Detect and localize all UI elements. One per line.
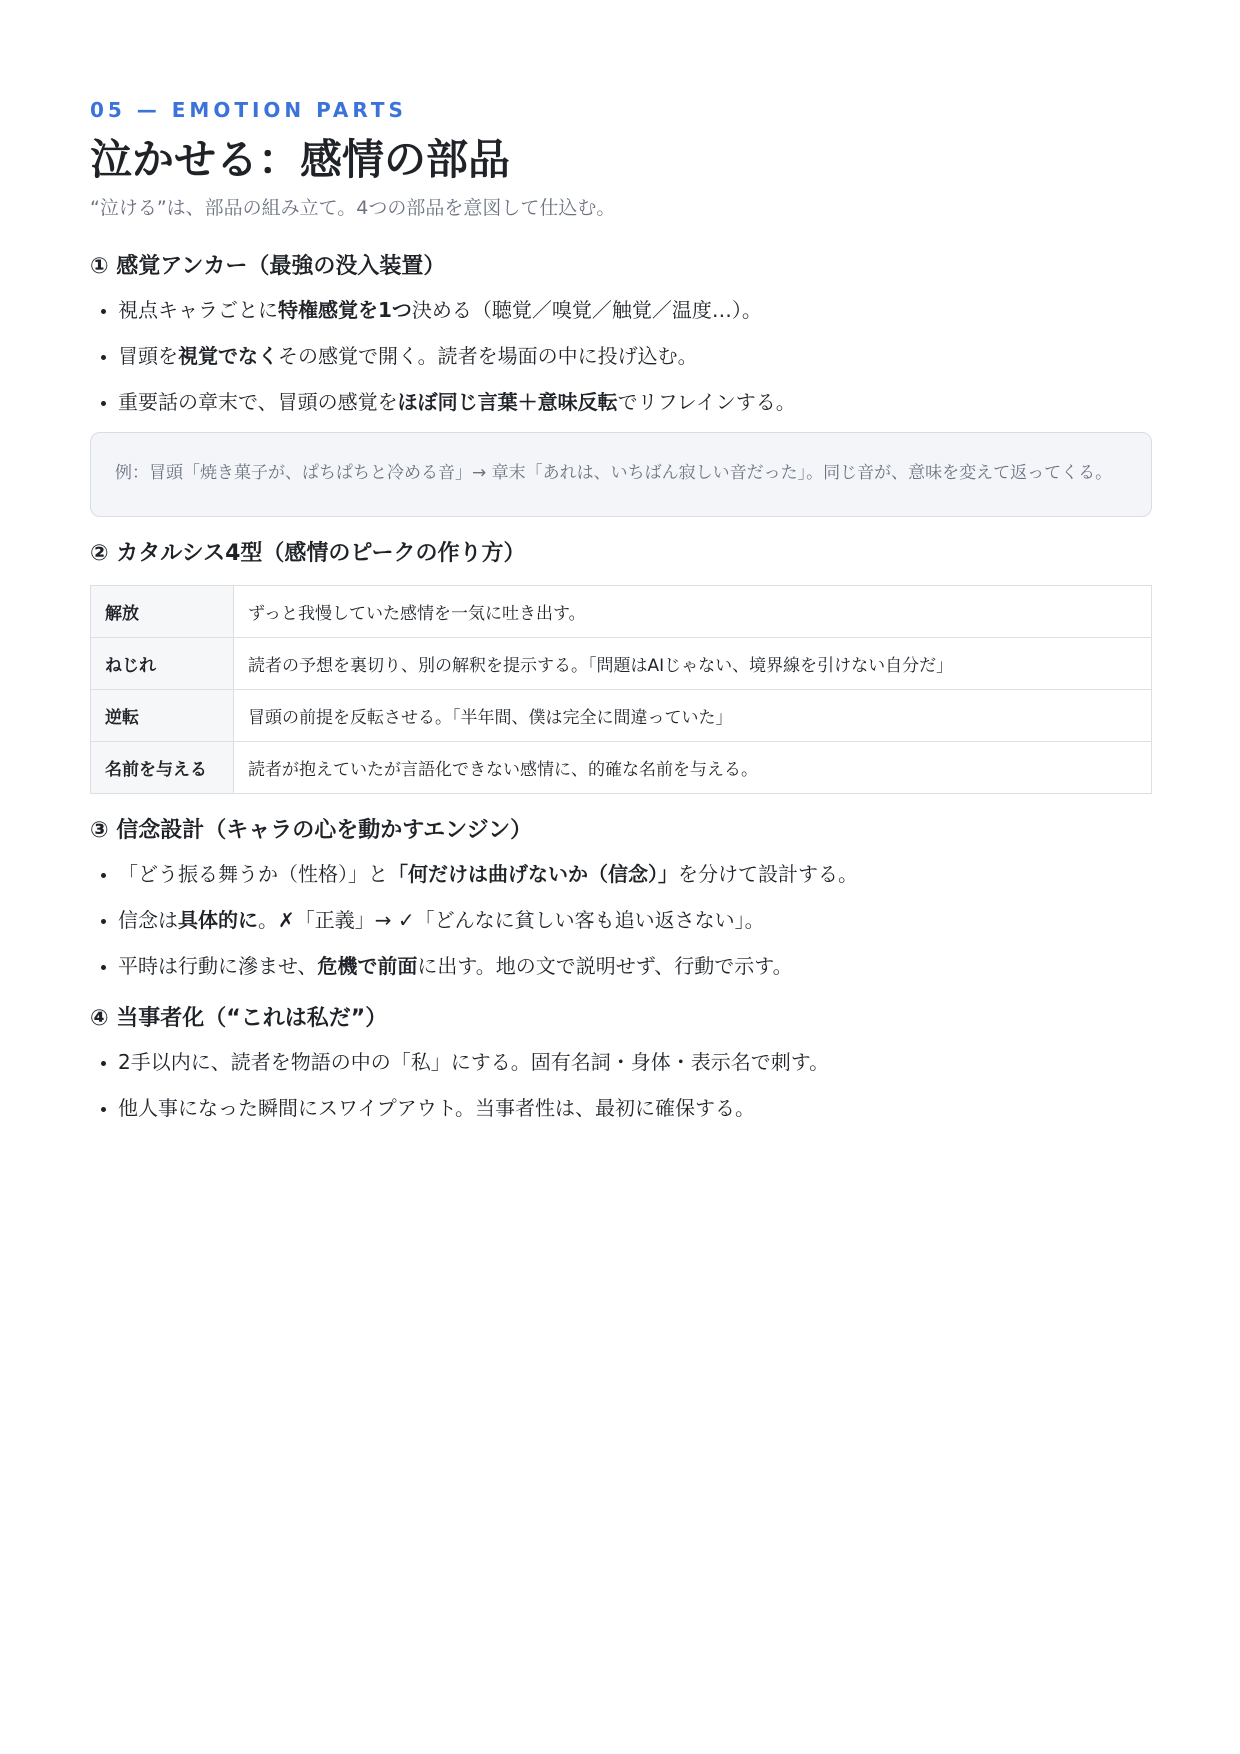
table-key-cell: ねじれ bbox=[91, 638, 234, 690]
text-run: 「正義」→ ✓「どんなに貧しい客も追い返さない」。 bbox=[294, 908, 765, 932]
list-item bbox=[118, 294, 1152, 326]
text-run: 2手以内に、読者を物語の中の「私」にする。固有名詞・身体・表示名で刺す。 bbox=[118, 1050, 830, 1074]
text-run: その感覚で開く。読者を場面の中に投げ込む。 bbox=[278, 344, 698, 368]
bold-run: 視覚でなく bbox=[178, 344, 278, 368]
bullet-list bbox=[90, 858, 1152, 982]
list-item bbox=[118, 340, 1152, 372]
example-callout: 例：冒頭「焼き菓子が、ぱちぱちと冷める音」→ 章末「あれは、いちばん寂しい音だった」。同じ音が、意味を変えて返ってくる。 bbox=[90, 432, 1152, 517]
text-run: でリフレインする。 bbox=[617, 390, 796, 414]
list-item bbox=[118, 386, 1152, 418]
section-ownership bbox=[90, 1004, 1152, 1124]
table-key-cell: 逆転 bbox=[91, 690, 234, 742]
document-page bbox=[90, 96, 1152, 1138]
catharsis-table bbox=[90, 585, 1152, 794]
section-sensory-anchor bbox=[90, 252, 1152, 517]
bullet-list bbox=[90, 294, 1152, 418]
bold-run: 「何だけは曲げないか（信念）」 bbox=[388, 862, 678, 886]
table-value-cell: 読者の予想を裏切り、別の解釈を提示する。「問題はAIじゃない、境界線を引けない自分だ」 bbox=[234, 638, 1152, 690]
text-run: 視点キャラごとに bbox=[118, 298, 278, 322]
table-row bbox=[91, 742, 1152, 794]
section-heading: ② カタルシス4型（感情のピークの作り方） bbox=[90, 541, 526, 566]
text-run: 重要話の章末で、冒頭の感覚を bbox=[118, 390, 398, 414]
list-item bbox=[118, 904, 1152, 936]
table-row bbox=[91, 586, 1152, 638]
table-value-cell: 読者が抱えていたが言語化できない感情に、的確な名前を与える。 bbox=[234, 742, 1152, 794]
cross-mark: ✗ bbox=[278, 908, 295, 932]
table-value-cell: ずっと我慢していた感情を一気に吐き出す。 bbox=[234, 586, 1152, 638]
section-belief-design bbox=[90, 816, 1152, 982]
bold-run: 特権感覚を1つ bbox=[278, 298, 412, 322]
table-key-cell: 解放 bbox=[91, 586, 234, 638]
list-item bbox=[118, 1046, 1152, 1078]
section-heading: ① 感覚アンカー（最強の没入装置） bbox=[90, 254, 446, 279]
section-heading: ④ 当事者化（“これは私だ”） bbox=[90, 1006, 388, 1031]
text-run: を分けて設計する。 bbox=[678, 862, 858, 886]
text-run: 平時は行動に滲ませ、 bbox=[118, 954, 318, 978]
bold-run: ほぼ同じ言葉＋意味反転 bbox=[397, 390, 618, 414]
bold-run: 危機で前面 bbox=[317, 954, 418, 978]
text-run: 「どう振る舞うか（性格）」と bbox=[118, 862, 388, 886]
section-heading: ③ 信念設計（キャラの心を動かすエンジン） bbox=[90, 818, 533, 843]
table-value-cell: 冒頭の前提を反転させる。「半年間、僕は完全に間違っていた」 bbox=[234, 690, 1152, 742]
page-subtitle: “泣ける”は、部品の組み立て。4つの部品を意図して仕込む。 bbox=[90, 197, 616, 219]
section-eyebrow: 05 — EMOTION PARTS bbox=[90, 98, 407, 122]
list-item bbox=[118, 950, 1152, 982]
list-item bbox=[118, 1092, 1152, 1124]
text-run: に出す。地の文で説明せず、行動で示す。 bbox=[417, 954, 793, 978]
text-run: 信念は bbox=[118, 908, 178, 932]
section-catharsis bbox=[90, 539, 1152, 794]
table-row bbox=[91, 638, 1152, 690]
text-run: 冒頭を bbox=[118, 344, 178, 368]
bullet-list bbox=[90, 1046, 1152, 1124]
page-title: 泣かせる：感情の部品 bbox=[90, 135, 511, 184]
table-key-cell: 名前を与える bbox=[91, 742, 234, 794]
bold-run: 具体的に bbox=[178, 908, 258, 932]
text-run: 決める（聴覚／嗅覚／触覚／温度…）。 bbox=[411, 298, 762, 322]
text-run: 。 bbox=[258, 908, 278, 932]
list-item bbox=[118, 858, 1152, 890]
text-run: 他人事になった瞬間にスワイプアウト。当事者性は、最初に確保する。 bbox=[118, 1096, 755, 1120]
table-row bbox=[91, 690, 1152, 742]
